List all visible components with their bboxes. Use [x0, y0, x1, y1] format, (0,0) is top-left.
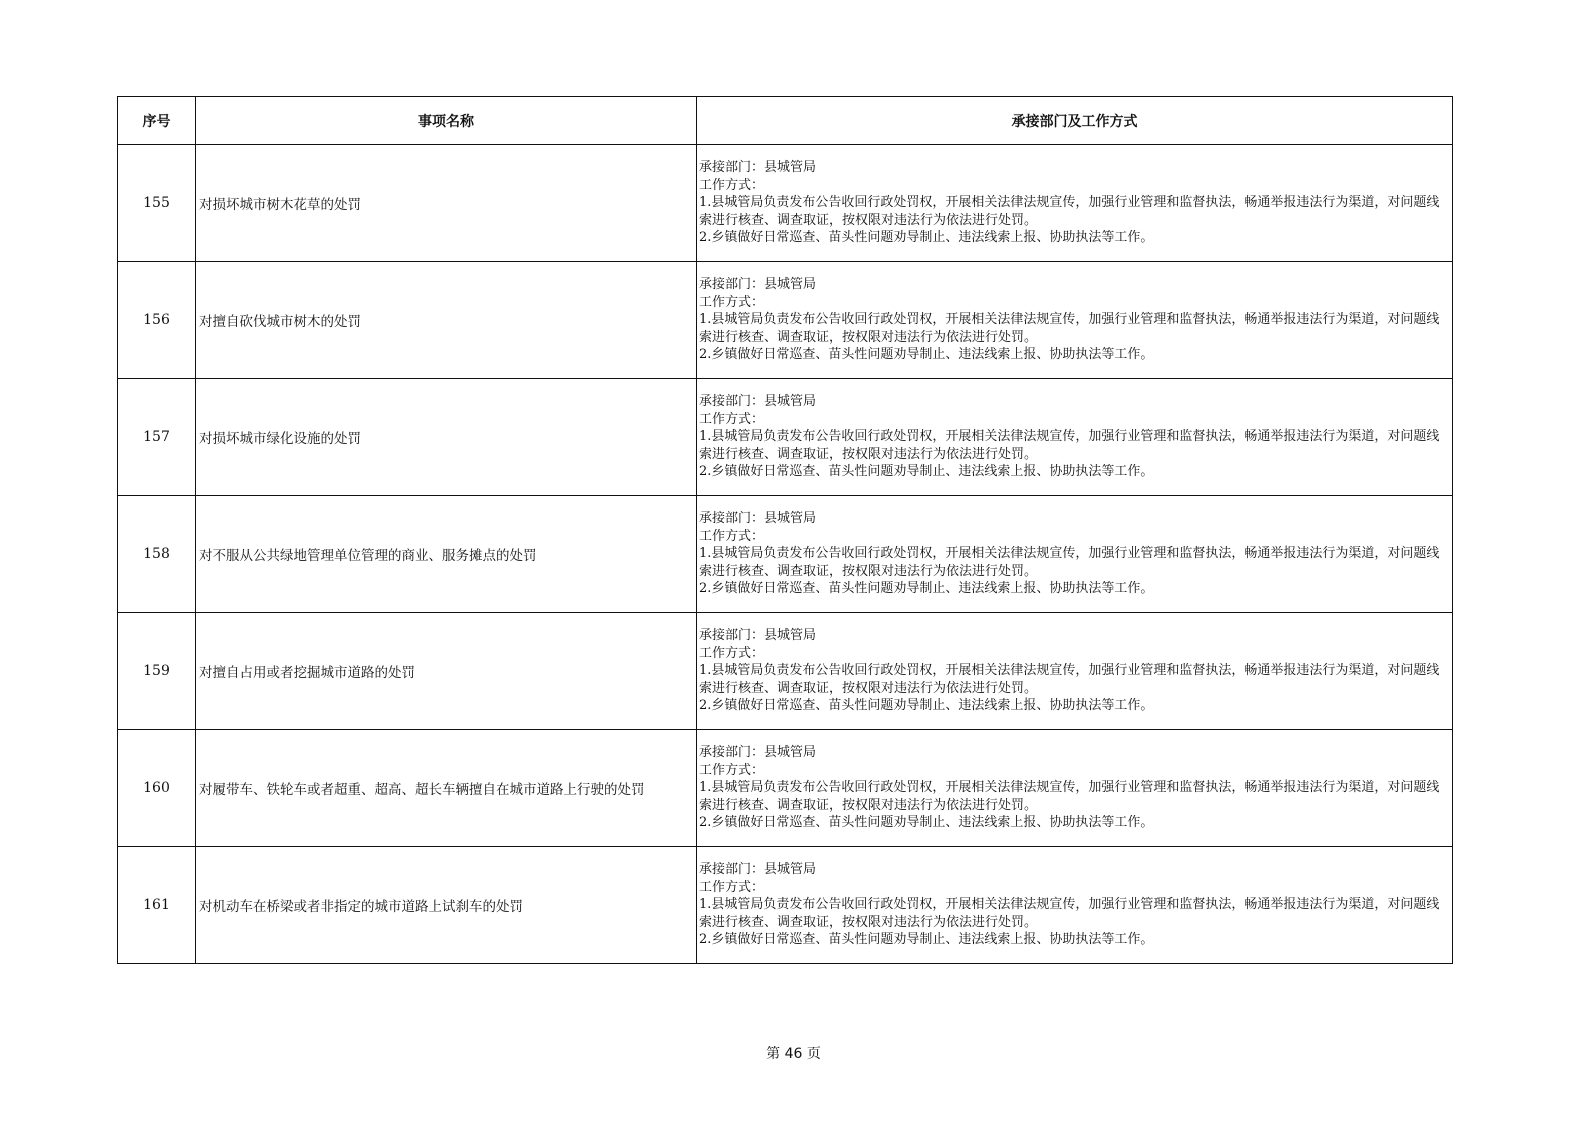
row-department-method [697, 613, 1453, 730]
table-row [118, 379, 1453, 496]
matters-table [117, 96, 1453, 964]
row-department-method [697, 496, 1453, 613]
row-serial-number: 161 [118, 847, 196, 964]
work-method-item-1: 1.县城管局负责发布公告收回行政处罚权，开展相关法律法规宣传，加强行业管理和监督执法，畅通举报违法行为渠道，对问题线索进行核查、调查取证，按权限对违法行为依法进行处罚。 [699, 195, 1440, 228]
work-method-label: 工作方式： [699, 645, 765, 661]
table-row [118, 262, 1453, 379]
table-row [118, 730, 1453, 847]
work-method-label: 工作方式： [699, 411, 765, 427]
row-serial-number: 158 [118, 496, 196, 613]
work-method-item-2: 2.乡镇做好日常巡查、苗头性问题劝导制止、违法线索上报、协助执法等工作。 [699, 932, 1154, 948]
row-matter-name: 对不服从公共绿地管理单位管理的商业、服务摊点的处罚 [196, 496, 697, 613]
department-line: 承接部门：县城管局 [699, 628, 817, 644]
department-line: 承接部门：县城管局 [699, 277, 817, 293]
work-method-label: 工作方式： [699, 528, 765, 544]
row-matter-name: 对擅自砍伐城市树木的处罚 [196, 262, 697, 379]
table-header [118, 97, 1453, 145]
row-matter-name: 对损坏城市绿化设施的处罚 [196, 379, 697, 496]
table-body [118, 145, 1453, 964]
department-line: 承接部门：县城管局 [699, 862, 817, 878]
work-method-item-1: 1.县城管局负责发布公告收回行政处罚权，开展相关法律法规宣传，加强行业管理和监督执法，畅通举报违法行为渠道，对问题线索进行核查、调查取证，按权限对违法行为依法进行处罚。 [699, 429, 1440, 462]
work-method-item-1: 1.县城管局负责发布公告收回行政处罚权，开展相关法律法规宣传，加强行业管理和监督执法，畅通举报违法行为渠道，对问题线索进行核查、调查取证，按权限对违法行为依法进行处罚。 [699, 780, 1440, 813]
department-line: 承接部门：县城管局 [699, 745, 817, 761]
work-method-item-2: 2.乡镇做好日常巡查、苗头性问题劝导制止、违法线索上报、协助执法等工作。 [699, 464, 1154, 480]
department-line: 承接部门：县城管局 [699, 160, 817, 176]
row-matter-name: 对损坏城市树木花草的处罚 [196, 145, 697, 262]
work-method-item-1: 1.县城管局负责发布公告收回行政处罚权，开展相关法律法规宣传，加强行业管理和监督执法，畅通举报违法行为渠道，对问题线索进行核查、调查取证，按权限对违法行为依法进行处罚。 [699, 312, 1440, 345]
work-method-label: 工作方式： [699, 762, 765, 778]
row-matter-name: 对机动车在桥梁或者非指定的城市道路上试刹车的处罚 [196, 847, 697, 964]
work-method-label: 工作方式： [699, 177, 765, 193]
department-line: 承接部门：县城管局 [699, 511, 817, 527]
row-department-method [697, 145, 1453, 262]
row-serial-number: 155 [118, 145, 196, 262]
header-department-method: 承接部门及工作方式 [697, 97, 1453, 145]
work-method-item-2: 2.乡镇做好日常巡查、苗头性问题劝导制止、违法线索上报、协助执法等工作。 [699, 347, 1154, 363]
row-department-method [697, 379, 1453, 496]
work-method-item-2: 2.乡镇做好日常巡查、苗头性问题劝导制止、违法线索上报、协助执法等工作。 [699, 698, 1154, 714]
row-matter-name: 对履带车、铁轮车或者超重、超高、超长车辆擅自在城市道路上行驶的处罚 [196, 730, 697, 847]
work-method-item-2: 2.乡镇做好日常巡查、苗头性问题劝导制止、违法线索上报、协助执法等工作。 [699, 230, 1154, 246]
row-serial-number: 156 [118, 262, 196, 379]
table-row [118, 496, 1453, 613]
row-department-method [697, 730, 1453, 847]
work-method-item-2: 2.乡镇做好日常巡查、苗头性问题劝导制止、违法线索上报、协助执法等工作。 [699, 815, 1154, 831]
row-serial-number: 160 [118, 730, 196, 847]
work-method-item-1: 1.县城管局负责发布公告收回行政处罚权，开展相关法律法规宣传，加强行业管理和监督执法，畅通举报违法行为渠道，对问题线索进行核查、调查取证，按权限对违法行为依法进行处罚。 [699, 663, 1440, 696]
work-method-item-1: 1.县城管局负责发布公告收回行政处罚权，开展相关法律法规宣传，加强行业管理和监督执法，畅通举报违法行为渠道，对问题线索进行核查、调查取证，按权限对违法行为依法进行处罚。 [699, 897, 1440, 930]
work-method-label: 工作方式： [699, 294, 765, 310]
department-line: 承接部门：县城管局 [699, 394, 817, 410]
work-method-item-1: 1.县城管局负责发布公告收回行政处罚权，开展相关法律法规宣传，加强行业管理和监督执法，畅通举报违法行为渠道，对问题线索进行核查、调查取证，按权限对违法行为依法进行处罚。 [699, 546, 1440, 579]
header-matter-name: 事项名称 [196, 97, 697, 145]
header-row [118, 97, 1453, 145]
table-row [118, 145, 1453, 262]
work-method-item-2: 2.乡镇做好日常巡查、苗头性问题劝导制止、违法线索上报、协助执法等工作。 [699, 581, 1154, 597]
work-method-label: 工作方式： [699, 879, 765, 895]
row-department-method [697, 262, 1453, 379]
row-serial-number: 157 [118, 379, 196, 496]
row-serial-number: 159 [118, 613, 196, 730]
header-serial-number: 序号 [118, 97, 196, 145]
table-row [118, 613, 1453, 730]
row-department-method [697, 847, 1453, 964]
page-number: 第 46 页 [766, 1046, 821, 1062]
row-matter-name: 对擅自占用或者挖掘城市道路的处罚 [196, 613, 697, 730]
table-row [118, 847, 1453, 964]
